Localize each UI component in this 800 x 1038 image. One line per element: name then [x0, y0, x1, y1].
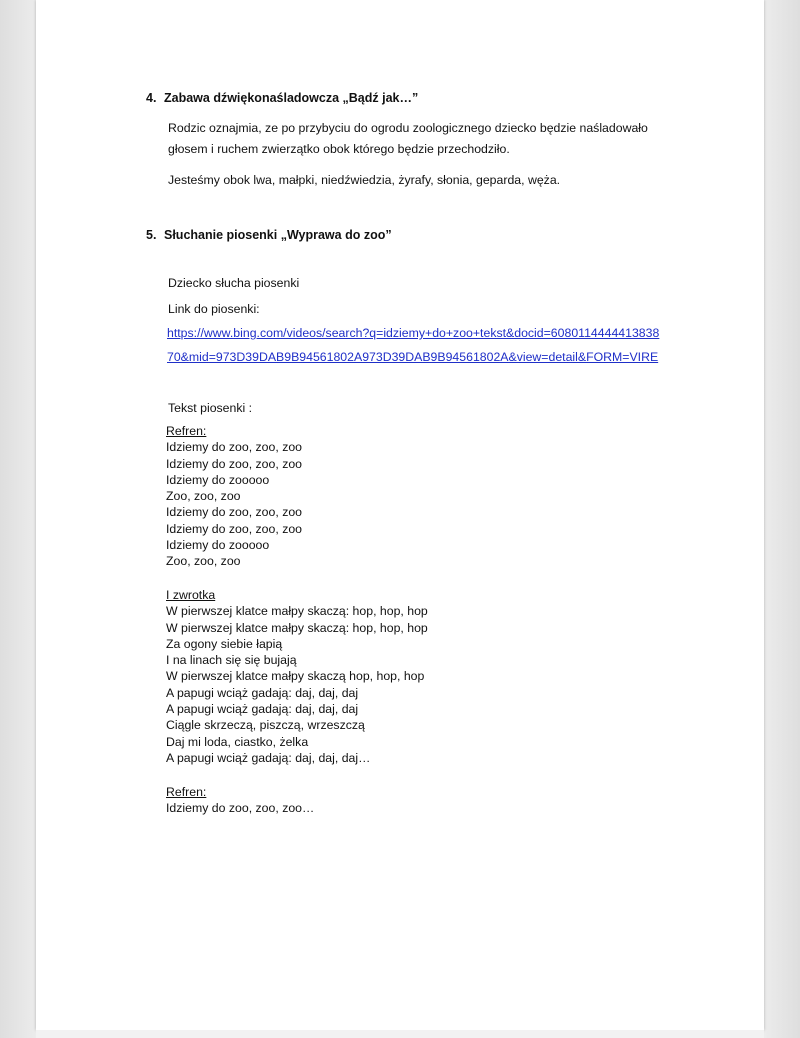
lyric-line: W pierwszej klatce małpy skaczą hop, hop, hop — [166, 669, 425, 684]
lyric-line: W pierwszej klatce małpy skaczą: hop, hop, hop — [166, 604, 428, 619]
lyric-line: Ciągle skrzeczą, piszczą, wrzeszczą — [166, 718, 365, 733]
refrain-block — [166, 423, 302, 570]
section-4-heading — [146, 91, 418, 105]
lyric-line: Za ogony siebie łapią — [166, 636, 283, 651]
song-link-line-2[interactable]: 70&mid=973D39DAB9B94561802A973D39DAB9B94561802A&view=detail&FORM=VIRE — [167, 350, 659, 364]
lyric-line: A papugi wciąż gadają: daj, daj, daj… — [166, 750, 371, 765]
page-bottom-edge — [36, 1030, 764, 1038]
verse-1-block — [166, 587, 428, 766]
section-4-paragraph-line-2: głosem i ruchem zwierzątko obok którego będzie przechodziło. — [168, 142, 510, 156]
lyric-line: Idziemy do zoo, zoo, zoo… — [166, 801, 315, 816]
lyric-line: Idziemy do zoo, zoo, zoo — [166, 521, 303, 536]
section-4-number: 4. — [146, 91, 157, 105]
song-intro: Dziecko słucha piosenki — [168, 276, 300, 290]
section-5-title: Słuchanie piosenki „Wyprawa do zoo” — [164, 228, 392, 242]
lyrics-label: Tekst piosenki : — [168, 401, 253, 415]
section-4-title: Zabawa dźwiękonaśladowcza „Bądź jak…” — [164, 91, 419, 105]
section-5-number: 5. — [146, 228, 157, 242]
section-5-heading — [146, 228, 392, 242]
lyric-line: Idziemy do zooooo — [166, 538, 270, 553]
lyric-line: Idziemy do zooooo — [166, 472, 270, 487]
lyric-line: Idziemy do zoo, zoo, zoo — [166, 456, 303, 471]
verse-1-label: I zwrotka — [166, 588, 216, 602]
lyric-line: I na linach się się bujają — [166, 653, 297, 668]
refrain-2-block — [166, 784, 314, 817]
section-4-animals: Jesteśmy obok lwa, małpki, niedźwiedzia, żyrafy, słonia, geparda, węża. — [168, 173, 561, 187]
lyric-line: Zoo, zoo, zoo — [166, 489, 241, 504]
song-link-label: Link do piosenki: — [168, 302, 260, 316]
lyric-line: Idziemy do zoo, zoo, zoo — [166, 440, 303, 455]
song-link-line-1[interactable]: https://www.bing.com/videos/search?q=idziemy+do+zoo+tekst&docid=6080114444413838 — [167, 326, 660, 340]
lyric-line: W pierwszej klatce małpy skaczą: hop, hop, hop — [166, 620, 428, 635]
section-4-paragraph-line-1: Rodzic oznajmia, ze po przybyciu do ogrodu zoologicznego dziecko będzie naśladowało — [168, 121, 648, 135]
refrain-label: Refren: — [166, 424, 207, 438]
document-page — [36, 0, 764, 1030]
lyric-line: Idziemy do zoo, zoo, zoo — [166, 505, 303, 520]
refrain-2-label: Refren: — [166, 785, 207, 799]
lyric-line: A papugi wciąż gadają: daj, daj, daj — [166, 685, 359, 700]
lyric-line: Daj mi loda, ciastko, żelka — [166, 734, 309, 749]
lyric-line: Zoo, zoo, zoo — [166, 554, 241, 569]
lyric-line: A papugi wciąż gadają: daj, daj, daj — [166, 702, 359, 717]
